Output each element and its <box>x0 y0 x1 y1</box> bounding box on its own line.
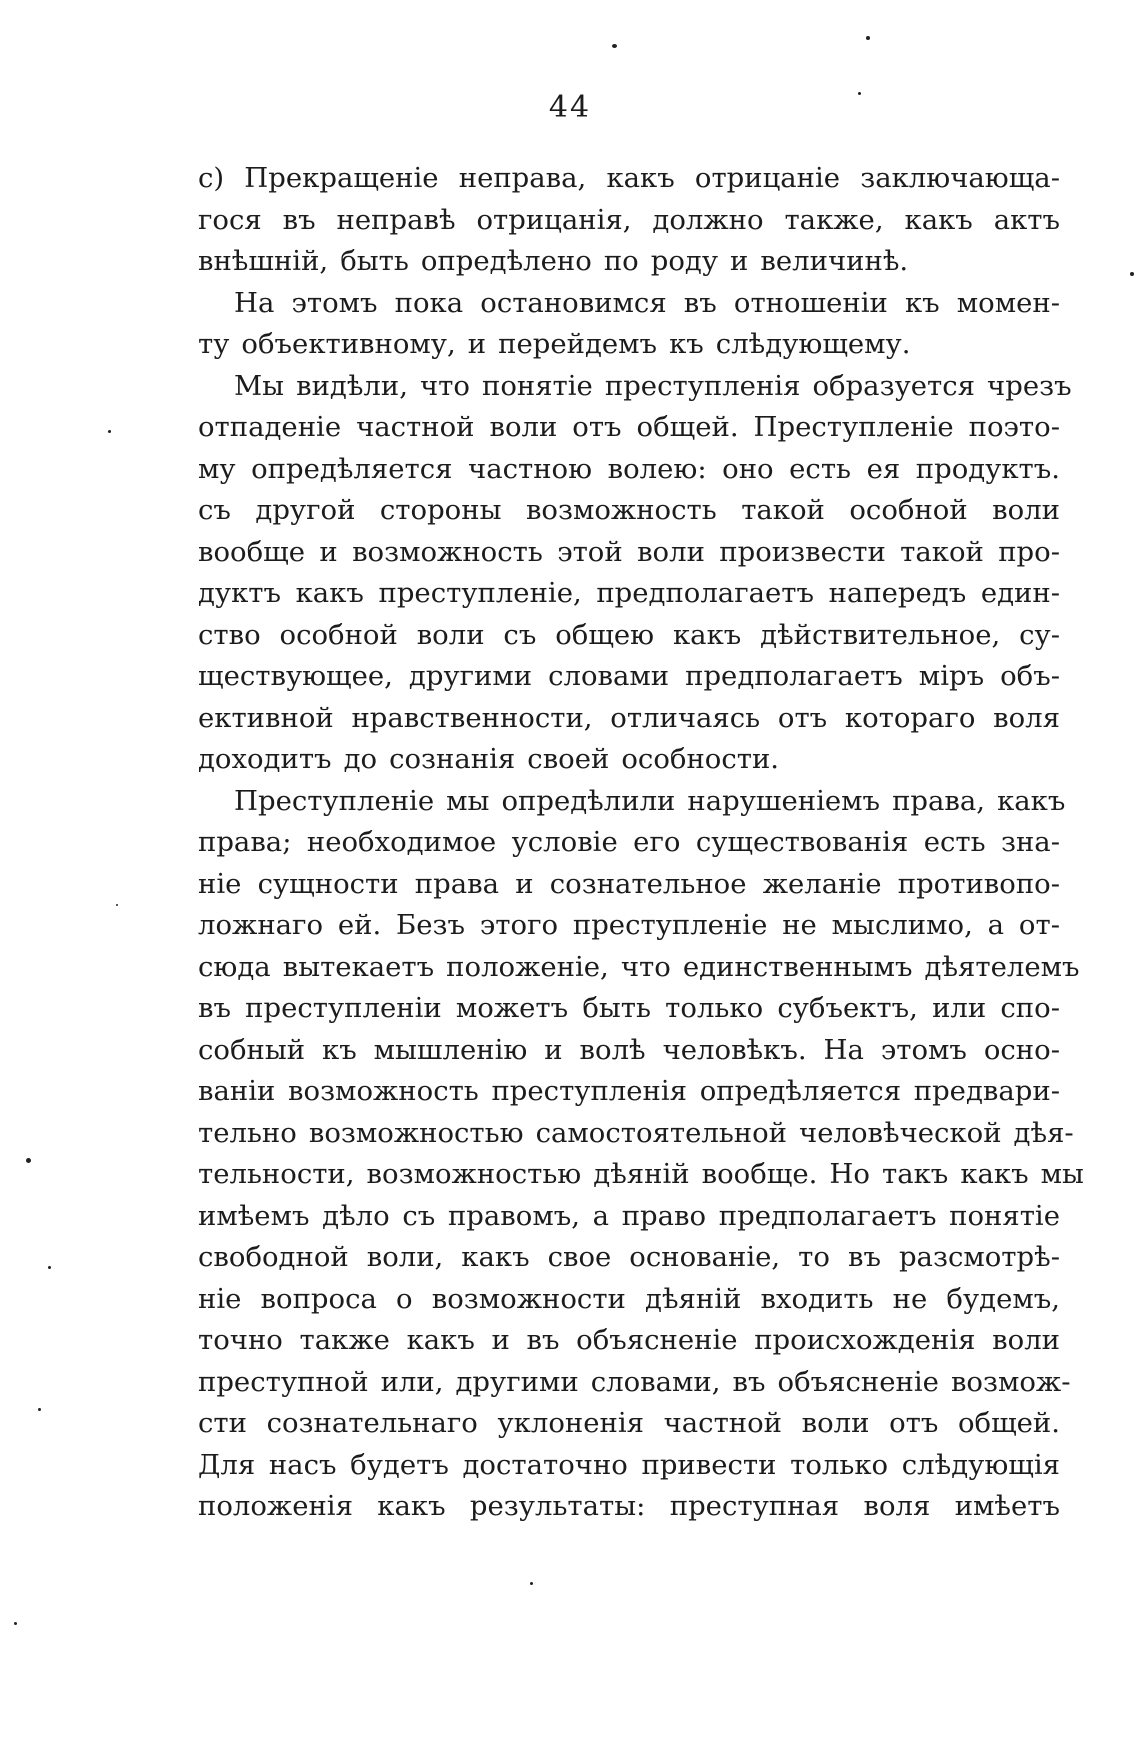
text-line: ніе сущности права и сознательное желаніе противопо- <box>198 867 1060 900</box>
text-line: тельности, возможностью дѣяній вообще. Но такъ какъ мы <box>198 1158 1084 1190</box>
text-line: права; необходимое условіе его существованія есть зна- <box>198 826 1060 858</box>
scan-speck <box>530 1582 533 1585</box>
scan-speck <box>38 1408 41 1411</box>
text-line: преступной или, другими словами, въ объясненіе возмож- <box>198 1365 1071 1398</box>
scan-speck <box>1130 272 1134 276</box>
text-line: Преступленіе мы опредѣлили нарушеніемъ права, какъ <box>234 784 1066 817</box>
text-line: ективной нравственности, отличаясь отъ котораго воля <box>198 701 1060 734</box>
text-line: внѣшній, быть опредѣлено по роду и величинѣ. <box>198 245 909 277</box>
text-line: въ преступленіи можетъ быть только субъектъ, или спо- <box>198 992 1060 1024</box>
text-line: сюда вытекаетъ положеніе, что единственнымъ дѣятелемъ <box>198 950 1080 983</box>
scan-speck <box>108 430 111 433</box>
text-line: сти сознательнаго уклоненія частной воли отъ общей. <box>198 1407 1060 1439</box>
text-line: На этомъ пока остановимся въ отношеніи къ момен- <box>234 286 1060 319</box>
text-line: съ другой стороны возможность такой особной воли <box>198 494 1060 526</box>
text-line: дуктъ какъ преступленіе, предполагаетъ напередъ един- <box>198 577 1060 609</box>
text-line: имѣемъ дѣло съ правомъ, а право предполагаетъ понятіе <box>198 1199 1060 1232</box>
text-line: ніе вопроса о возможности дѣяній входить не будемъ, <box>198 1282 1060 1315</box>
text-line: доходитъ до сознанія своей особности. <box>198 743 780 775</box>
paragraph-4 <box>198 781 1084 1528</box>
paragraph-3 <box>198 366 1072 781</box>
text-line: гося въ неправѣ отрицанія, должно также, какъ актъ <box>198 203 1060 236</box>
text-line: вообще и возможность этой воли произвести такой про- <box>198 535 1060 568</box>
text-line: отпаденіе частной воли отъ общей. Преступленіе поэто- <box>198 411 1060 443</box>
text-line: собный къ мышленію и волѣ человѣкъ. На этомъ осно- <box>198 1033 1060 1066</box>
text-line: ваніи возможность преступленія опредѣляется предвари- <box>198 1075 1060 1107</box>
text-line: свободной воли, какъ свое основаніе, то въ разсмотрѣ- <box>198 1241 1060 1273</box>
scan-speck <box>866 36 870 40</box>
paragraph-2 <box>198 283 1060 366</box>
text-line: c) Прекращеніе неправа, какъ отрицаніе заключающа- <box>198 162 1060 194</box>
text-line: тельно возможностью самостоятельной человѣческой дѣя- <box>198 1116 1074 1149</box>
scan-speck <box>26 1158 31 1163</box>
text-line: Мы видѣли, что понятіе преступленія образуется чрезъ <box>234 369 1072 402</box>
scan-speck <box>116 904 118 906</box>
text-line: ществующее, другими словами предполагаетъ міръ объ- <box>198 660 1060 692</box>
text-line: му опредѣляется частною волею: оно есть ея продуктъ. <box>198 452 1060 485</box>
paragraph-1 <box>198 158 1060 283</box>
text-line: Для насъ будетъ достаточно привести только слѣдующія <box>198 1448 1060 1481</box>
scan-speck <box>858 92 861 95</box>
text-line: ложнаго ей. Безъ этого преступленіе не мыслимо, а от- <box>198 909 1060 941</box>
body-text <box>198 158 1084 1528</box>
page-number: 44 <box>548 90 592 125</box>
scan-speck <box>612 44 617 48</box>
scan-speck <box>14 1622 17 1625</box>
text-line: положенія какъ результаты: преступная воля имѣетъ <box>198 1490 1060 1522</box>
text-line: ство особной воли съ общею какъ дѣйствительное, су- <box>198 618 1060 651</box>
text-line: точно также какъ и въ объясненіе происхожденія воли <box>198 1324 1060 1356</box>
text-line: ту объективному, и перейдемъ къ слѣдующему. <box>198 328 911 360</box>
scan-speck <box>48 1266 51 1269</box>
